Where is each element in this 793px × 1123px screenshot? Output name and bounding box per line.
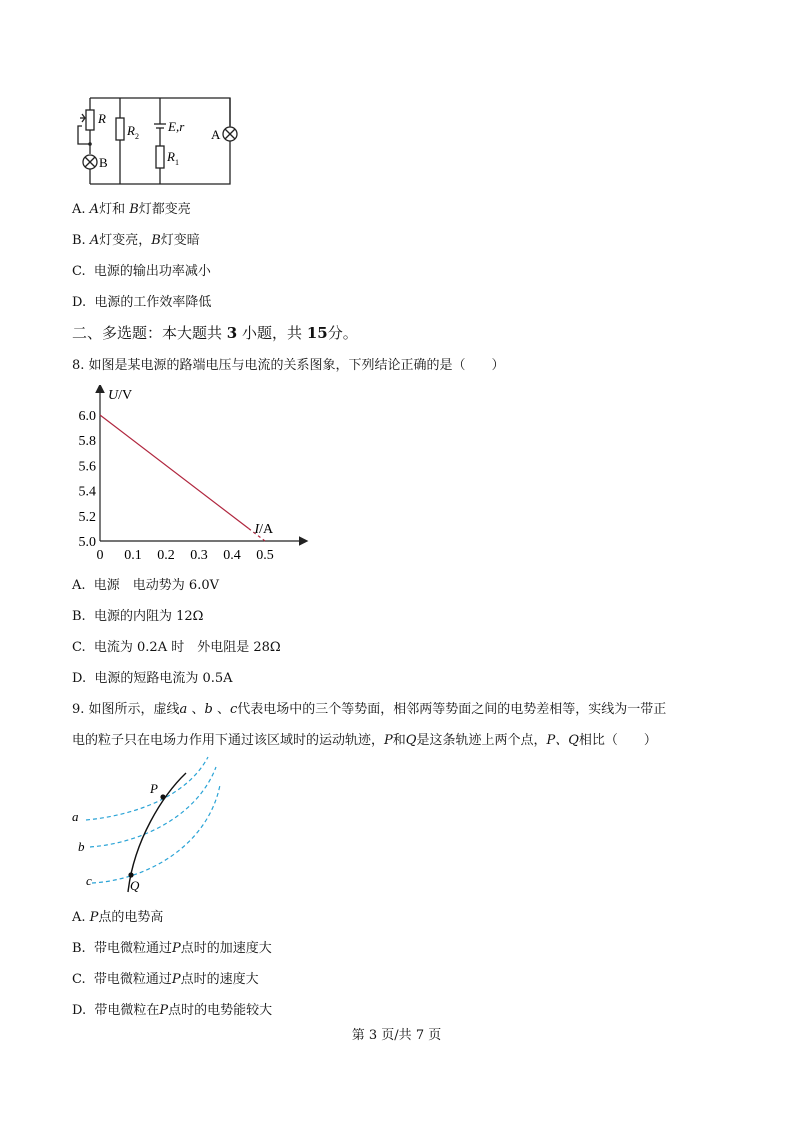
q9-option-d: D. 带电微粒在P点时的电势能较大 bbox=[72, 1003, 273, 1018]
q9-figure bbox=[68, 755, 228, 900]
x-tick-label: 0.2 bbox=[157, 548, 175, 563]
point-P bbox=[160, 794, 165, 799]
equipotential-b bbox=[90, 767, 216, 847]
y-tick-label: 5.2 bbox=[78, 509, 96, 525]
y-axis-label: U/V bbox=[108, 388, 133, 403]
y-tick-label: 5.8 bbox=[78, 434, 96, 450]
q7-option-c: C. 电源的输出功率减小 bbox=[72, 264, 211, 279]
x-tick-label: 0.4 bbox=[223, 548, 241, 563]
label-lamp-A: A bbox=[211, 127, 221, 142]
ui-line-solid bbox=[100, 415, 249, 528]
y-tick-label: 5.6 bbox=[78, 459, 96, 475]
label-R2-sub: 2 bbox=[135, 132, 139, 141]
label-b: b bbox=[78, 839, 85, 854]
q9-stem-line1: 9. 如图所示，虚线a 、b 、c代表电场中的三个等势面，相邻两等势面之间的电势差相等，实线为一带正 bbox=[72, 702, 667, 717]
label-R2: R bbox=[127, 123, 135, 138]
label-lamp-B: B bbox=[99, 155, 108, 170]
q8-stem: 8. 如图是某电源的路端电压与电流的关系图象，下列结论正确的是（ ） bbox=[72, 358, 505, 373]
label-Er: E,r bbox=[168, 119, 185, 134]
x-tick-label: 0.1 bbox=[124, 548, 142, 563]
section-heading: 二、多选题：本大题共 3 小题，共 15分。 bbox=[72, 324, 358, 342]
q8-option-c: C. 电流为 0.2A 时 外电阻是 28Ω bbox=[72, 640, 281, 655]
q7-option-b: B. A灯变亮，B灯变暗 bbox=[72, 233, 200, 248]
point-Q bbox=[128, 872, 133, 877]
label-P: P bbox=[150, 781, 158, 796]
x-axis-label: I/A bbox=[254, 522, 274, 537]
label-R1-sub: 1 bbox=[175, 158, 179, 167]
q9-stem-line2: 电的粒子只在电场力作用下通过该区域时的运动轨迹，P和Q是这条轨迹上两个点，P、Q相比（ ） bbox=[72, 733, 657, 748]
q8-option-b: B. 电源的内阻为 12Ω bbox=[72, 609, 204, 624]
q7-option-d: D. 电源的工作效率降低 bbox=[72, 295, 212, 310]
circuit-diagram bbox=[68, 92, 248, 190]
x-tick-label: 0 bbox=[96, 548, 104, 563]
equipotential-a bbox=[86, 757, 208, 820]
q7-option-a: A. A灯和 B灯都变亮 bbox=[72, 202, 191, 217]
y-tick-label: 5.4 bbox=[78, 484, 96, 500]
label-c: c bbox=[86, 873, 92, 888]
x-tick-label: 0.3 bbox=[190, 548, 208, 563]
label-R1: R bbox=[167, 149, 175, 164]
q8-chart bbox=[68, 385, 318, 565]
label-a: a bbox=[72, 809, 79, 824]
q8-option-d: D. 电源的短路电流为 0.5A bbox=[72, 671, 233, 686]
q8-option-a: A. 电源 电动势为 6.0V bbox=[72, 578, 219, 593]
page-footer: 第 3 页/共 7 页 bbox=[351, 1028, 442, 1043]
q9-option-b: B. 带电微粒通过P点时的加速度大 bbox=[72, 941, 272, 956]
label-R: R bbox=[98, 111, 106, 126]
label-Q: Q bbox=[130, 878, 140, 893]
y-tick-label: 6.0 bbox=[78, 409, 96, 424]
y-tick-label: 5.0 bbox=[78, 535, 96, 550]
x-tick-label: 0.5 bbox=[256, 548, 274, 563]
q9-option-c: C. 带电微粒通过P点时的速度大 bbox=[72, 972, 259, 987]
q9-option-a: A. P点的电势高 bbox=[72, 910, 164, 925]
equipotential-c bbox=[92, 785, 220, 883]
